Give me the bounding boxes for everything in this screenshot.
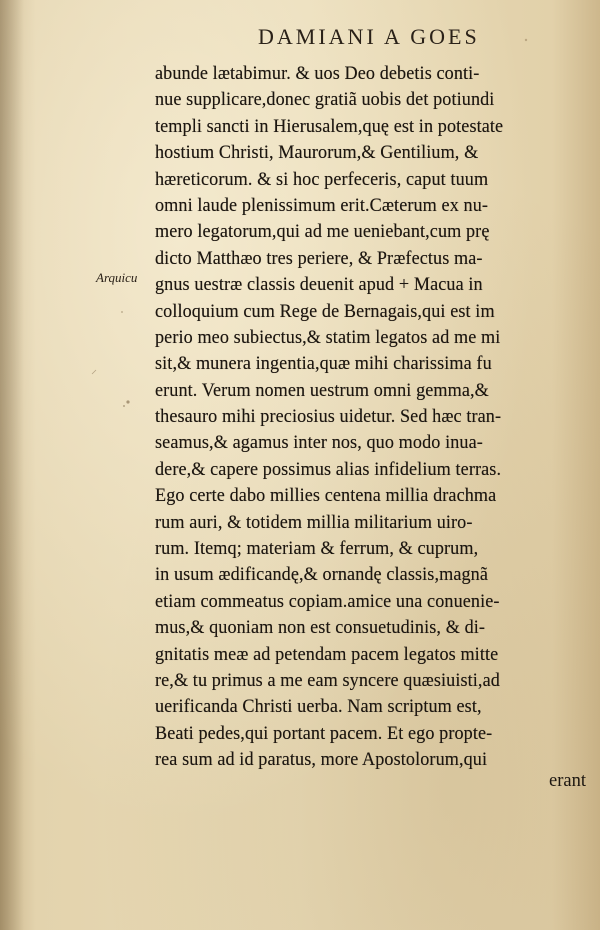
text-line: Beati pedes,qui portant pacem. Et ego propte- (155, 723, 493, 744)
text-line: Ego certe dabo millies centena millia drachma (155, 486, 497, 507)
text-line: gnitatis meæ ad petendam pacem legatos mitte (155, 644, 499, 665)
text-line: dere,& capere possimus alias infidelium terras. (155, 459, 502, 480)
text-line: perio meo subiectus,& statim legatos ad me mi (155, 327, 501, 348)
text-line: re,& tu primus a me eam syncere quæsiuisti,ad (155, 670, 500, 691)
text-line: rea sum ad id paratus, more Apostolorum,qui (155, 750, 488, 771)
text-line: mero legatorum,qui ad me ueniebant,cum prę (155, 222, 490, 243)
text-line: abunde lætabimur. & uos Deo debetis conti- (155, 64, 480, 84)
text-line: mus,& quoniam non est consuetudinis, & di- (155, 618, 486, 639)
catchword: erant (549, 771, 586, 791)
text-line: in usum ædificandę,& ornandę classis,magnã (155, 565, 489, 586)
text-line: erunt. Verum nomen uestrum omni gemma,& (155, 380, 489, 401)
text-line: sit,& munera ingentia,quæ mihi charissima fu (155, 354, 492, 375)
text-line: rum auri, & totidem millia militarium uiro- (155, 512, 473, 533)
body-text (155, 61, 595, 774)
text-line: rum. Itemq; materiam & ferrum, & cuprum, (155, 539, 479, 560)
text-line: dicto Matthæo tres periere, & Præfectus ma- (155, 248, 483, 269)
text-line: omni laude plenissimum erit.Cæterum ex nu- (155, 195, 489, 216)
text-line: gnus uestræ classis deuenit apud + Macua in (155, 275, 483, 296)
text-line: uerificanda Christi uerba. Nam scriptum est, (155, 697, 482, 718)
text-line: etiam commeatus copiam.amice una conuenie- (155, 591, 500, 612)
text-line: colloquium cum Rege de Bernagais,qui est im (155, 301, 495, 322)
text-line: hæreticorum. & si hoc perfeceris, caput tuum (155, 169, 489, 190)
text-line: hostium Christi, Maurorum,& Gentilium, & (155, 143, 479, 164)
text-line: seamus,& agamus inter nos, quo modo inua- (155, 433, 483, 454)
margin-note: Arquicu (96, 270, 138, 285)
text-line: nue supplicare,donec gratiã uobis det potiundi (155, 90, 495, 111)
text-line: templi sancti in Hierusalem,quę est in potestate (155, 116, 504, 137)
text-line: thesauro mihi preciosius uidetur. Sed hæc tran- (155, 407, 502, 428)
running-head: DAMIANI A GOES (258, 24, 480, 49)
